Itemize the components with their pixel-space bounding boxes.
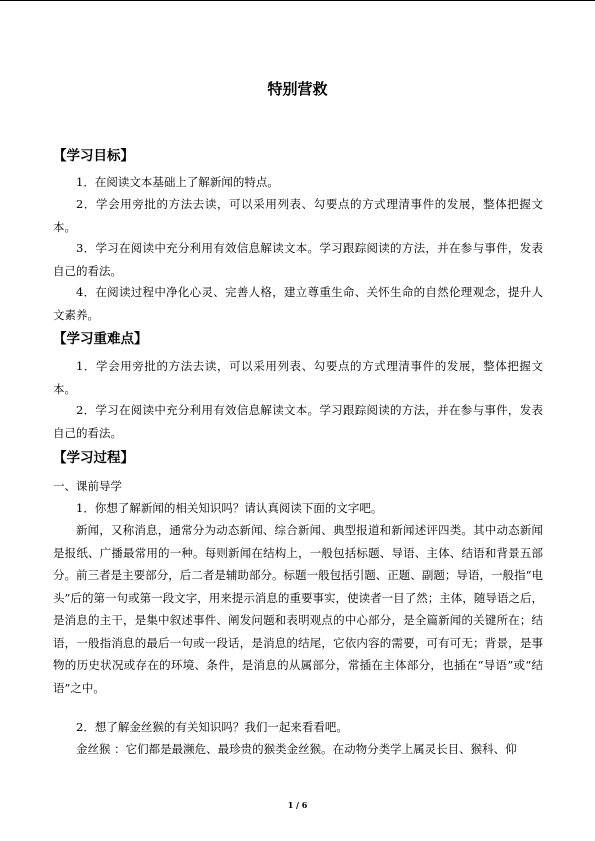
document-title: 特别营救 <box>267 80 328 98</box>
learning-process-heading: 【学习过程】 <box>53 450 134 466</box>
goal-item-4: 4．在阅读过程中净化心灵、完善人格，建立尊重生命、关怀生命的自然伦理观念，提升人文素养。 <box>53 285 543 322</box>
pre-class-subheading: 一、课前导学 <box>53 479 122 493</box>
news-knowledge-paragraph: 新闻，又称消息，通常分为动态新闻、综合新闻、典型报道和新闻述评四类。其中动态新闻是报纸、广播最常用的一种。每则新闻在结构上，一般包括标题、导语、主体、结语和背景五部分。前三者是主要部分，后二者是辅助部分。标题一般包括引题、正题、副题；导语，一般指“电头”后的第一句或第一段文字，用来提示消息的重要事实，使读者一目了然；主体，随导语之后，是消息的主干，是集中叙述事件、阐发问题和表明观点的中心部分，是全篇新闻的关键所在；结语，一般指消息的最后一句或一段话，是消息的结尾，它依内容的需要，可有可无；背景，是事物的历史状况或存在的环境、条件，是消息的从属部分，常插在主体部分，也插在“导语”或“结语”之中。 <box>53 523 543 695</box>
page-top-rule <box>0 0 595 1</box>
golden-monkey-paragraph: 金丝猴 ：它们都是最濒危、最珍贵的猴类金丝猴。在动物分类学上属灵长目、猴科、仰 <box>76 742 517 756</box>
question-1: 1．你想了解新闻的相关知识吗？请认真阅读下面的文字吧。 <box>76 501 383 515</box>
question-2: 2．想了解金丝猴的有关知识吗？我们一起来看看吧。 <box>76 720 348 734</box>
goal-item-3: 3．学习在阅读中充分利用有效信息解读文本。学习跟踪阅读的方法，并在参与事件，发表自己的看法。 <box>53 241 543 278</box>
key-points-heading: 【学习重难点】 <box>53 331 148 347</box>
goal-item-1: 1．在阅读文本基础上了解新闻的特点。 <box>76 175 279 189</box>
learning-goals-heading: 【学习目标】 <box>53 148 134 164</box>
page-number: 1 / 6 <box>287 800 308 810</box>
goal-item-2: 2．学会用旁批的方法去读，可以采用列表、勾要点的方式理清事件的发展，整体把握文本。 <box>53 197 543 234</box>
key-point-item-2: 2．学习在阅读中充分利用有效信息解读文本。学习跟踪阅读的方法，并在参与事件，发表自己的看法。 <box>53 403 543 440</box>
key-point-item-1: 1．学会用旁批的方法去读，可以采用列表、勾要点的方式理清事件的发展，整体把握文本。 <box>53 359 543 396</box>
